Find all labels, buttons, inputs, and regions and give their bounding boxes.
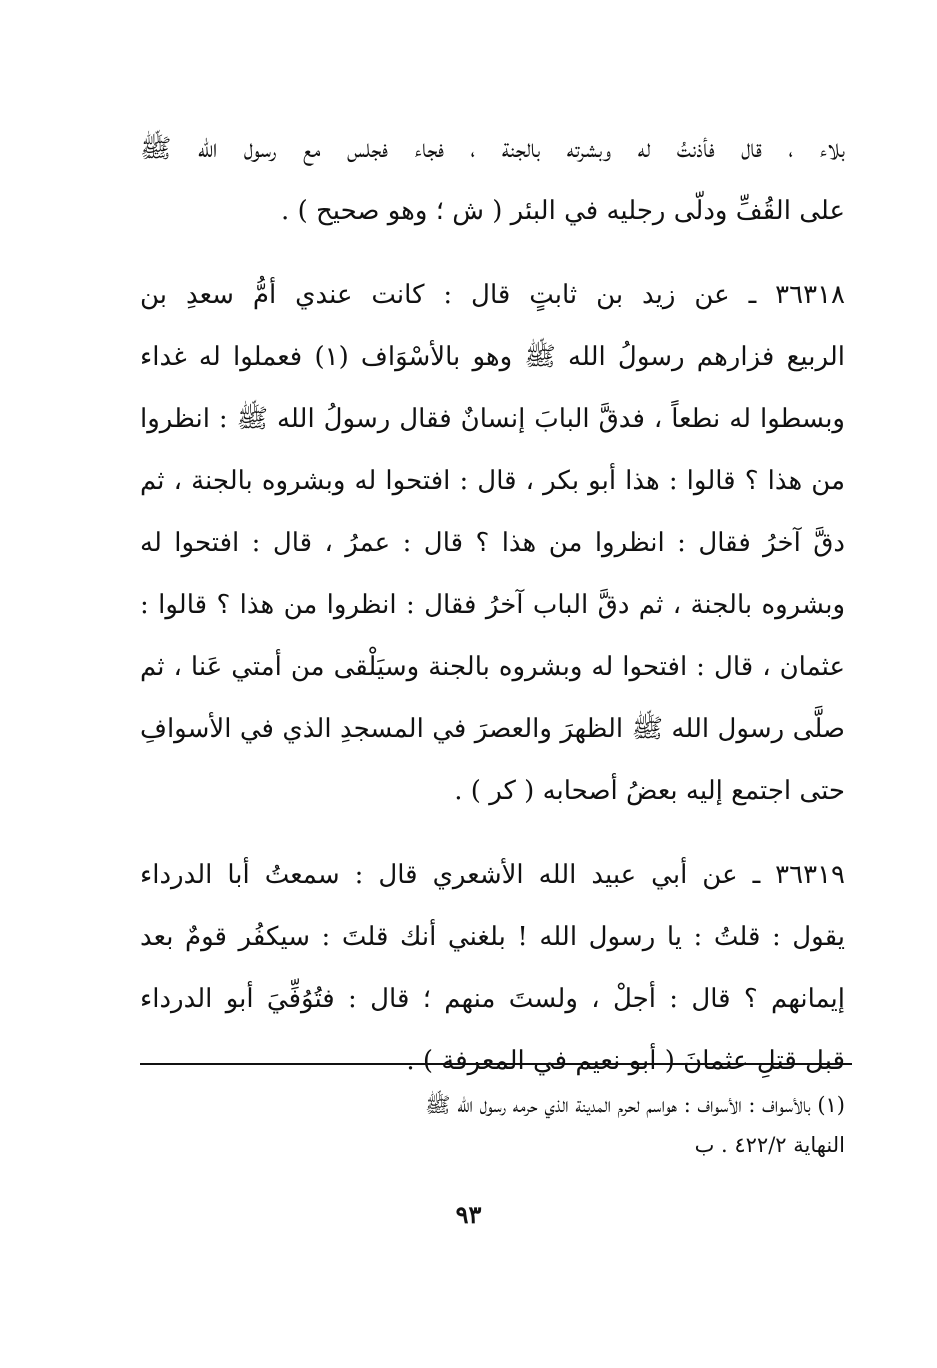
footnote-line: النهاية ٤٢٢/٢ . ب (694, 1133, 845, 1157)
text-line: إيمانهم ؟ قال : أجلْ ، ولستَ منهم ؛ قال : فتُوُفِّيَ أبو الدرداء (140, 984, 845, 1014)
text-line: من هذا ؟ قالوا : هذا أبو بكر ، قال : افتحوا له وبشروه بالجنة ، ثم (140, 466, 845, 496)
text-line: وبشروه بالجنة ، ثم دقَّ الباب آخرُ فقال : انظروا من هذا ؟ قالوا : (140, 590, 845, 620)
text-line: ٣٦٣١٨ ـ عن زيد بن ثابتٍ قال : كانت عندي أمُّ سعدِ بن (140, 280, 845, 310)
text-line: بلاء ، قال فأذنتُ له وبشرته بالجنة ، فجاء فجلس مع رسول الله ﷺ (140, 134, 845, 164)
paragraph-continuation (140, 118, 845, 242)
text-line: عثمان ، قال : افتحوا له وبشروه بالجنة وسيَلْقى من أمتي عَنا ، ثم (140, 652, 845, 682)
footnote-line: (١) بالأسواف : الأسواف : هواسم لحرم المدينة الذي حرمه رسول الله ﷺ (425, 1093, 845, 1117)
hadith-36318 (140, 264, 845, 822)
text-line: دقَّ آخرُ فقال : انظروا من هذا ؟ قال : عمرُ ، قال : افتحوا له (140, 528, 845, 558)
text-line: قبل قتلِ عثمانَ ( أبو نعيم في المعرفة ) . (406, 1046, 845, 1076)
text-line: ٣٦٣١٩ ـ عن أبي عبيد الله الأشعري قال : سمعتُ أبا الدرداء (140, 860, 845, 890)
page-number: ٩٣ (455, 1200, 482, 1229)
text-line: يقول : قلتُ : يا رسول الله ! بلغني أنك قلتَ : سيكفُر قومٌ بعد (140, 922, 845, 952)
main-text (140, 118, 845, 1092)
text-line: وبسطوا له نطعاً ، فدقَّ البابَ إنسانٌ فقال رسولُ الله ﷺ : انظروا (140, 404, 845, 434)
footnote (160, 1085, 845, 1165)
text-line: صلَّى رسول الله ﷺ الظهرَ والعصرَ في المسجدِ الذي في الأسوافِ (140, 714, 845, 744)
text-line: حتى اجتمع إليه بعضُ أصحابه ( كر ) . (454, 776, 845, 806)
text-line: على القُفِّ ودلّى رجليه في البئر ( ش ؛ وهو صحيح ) . (281, 196, 845, 226)
text-line: الربيع فزارهم رسولُ الله ﷺ وهو بالأسْوَاف (١) فعملوا له غداء (140, 342, 845, 372)
hadith-36319 (140, 844, 845, 1092)
footnote-divider (140, 1063, 852, 1065)
